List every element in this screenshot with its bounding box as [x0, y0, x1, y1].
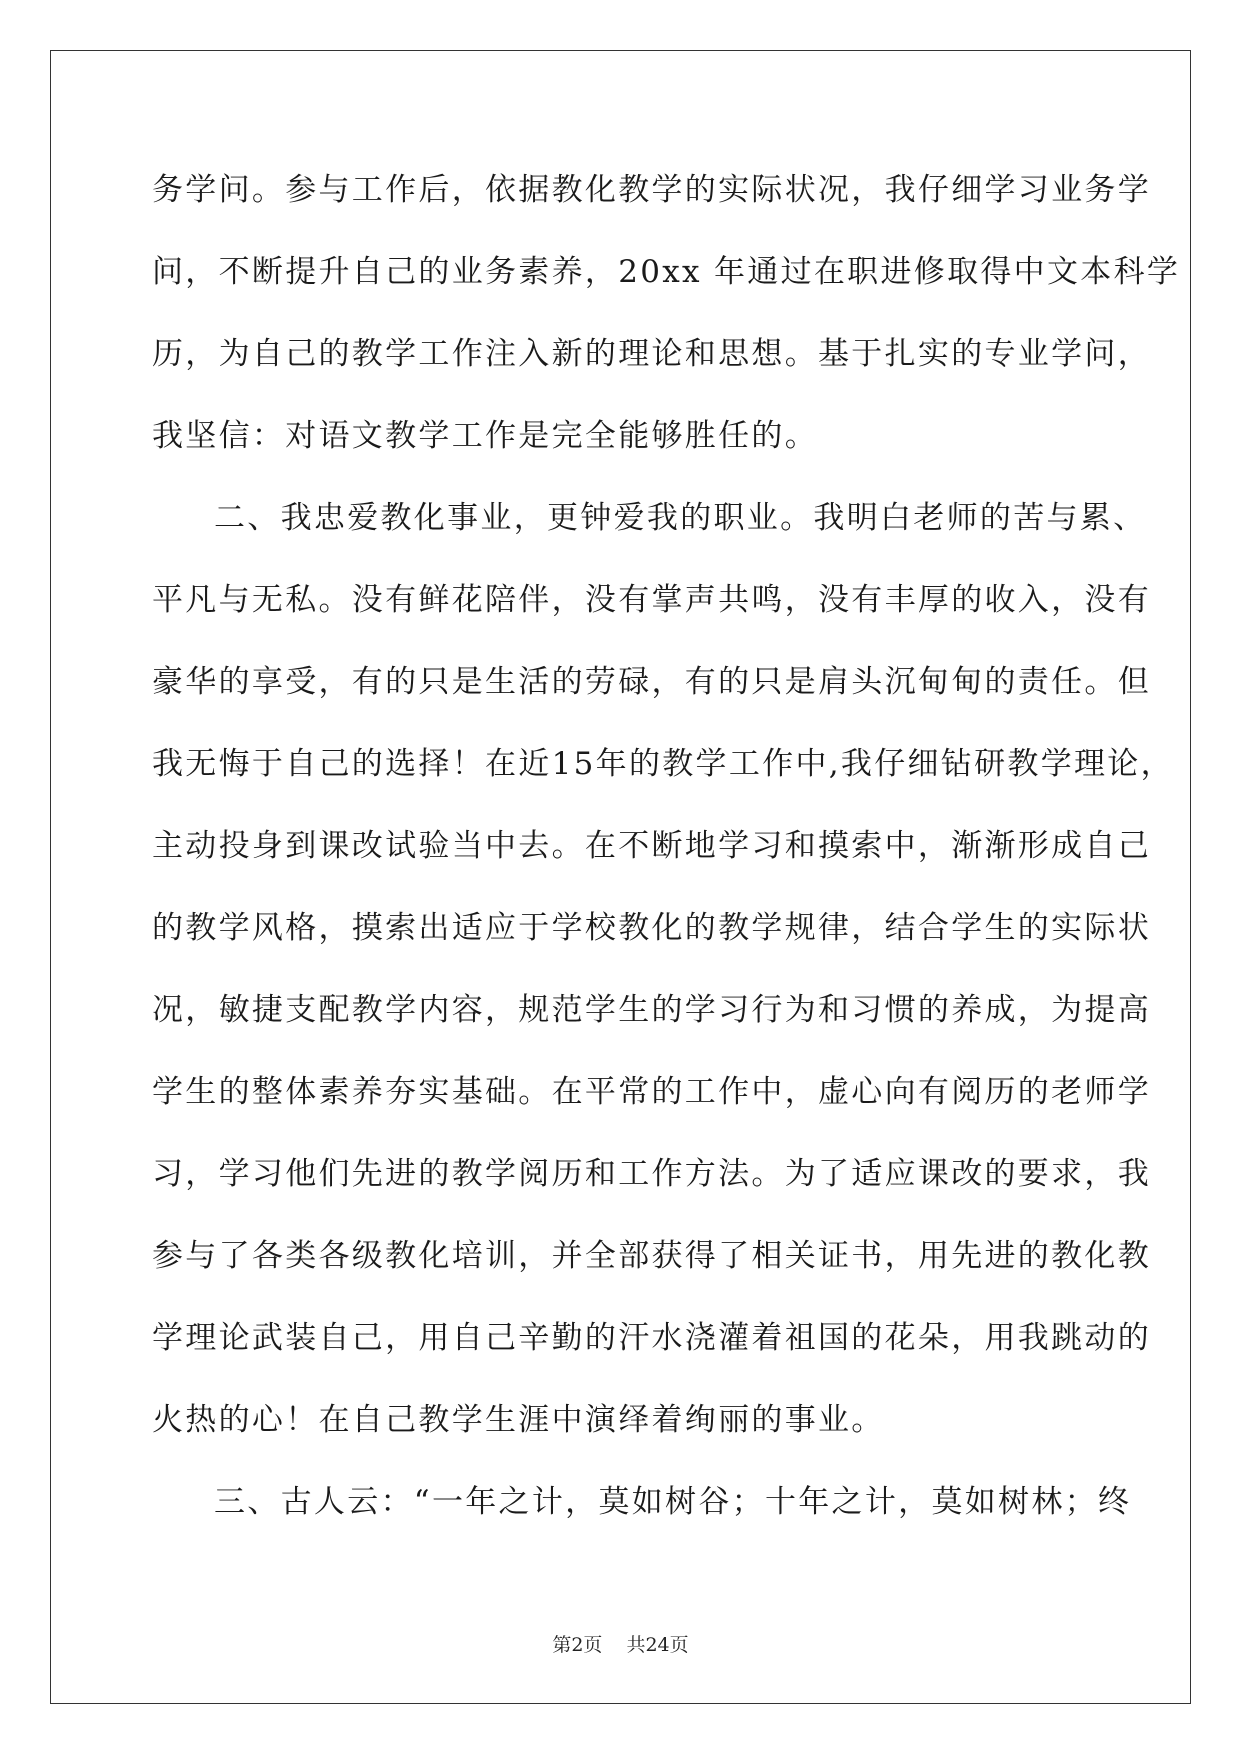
text-line: 历，为自己的教学工作注入新的理论和思想。基于扎实的专业学问，: [152, 336, 1151, 372]
text-line: 我无悔于自己的选择！在近15年的教学工作中,我仔细钻研教学理论，: [152, 746, 1174, 782]
paragraph-start-line: 二、我忠爱教化事业，更钟爱我的职业。我明白老师的苦与累、: [214, 500, 1147, 536]
text-line: 务学问。参与工作后，依据教化教学的实际状况，我仔细学习业务学: [152, 172, 1151, 208]
text-line: 况，敏捷支配教学内容，规范学生的学习行为和习惯的养成，为提高: [152, 992, 1151, 1028]
page-footer: [0, 1630, 1241, 1657]
page-total: 共24页: [626, 1634, 689, 1656]
text-line: 豪华的享受，有的只是生活的劳碌，有的只是肩头沉甸甸的责任。但: [152, 664, 1151, 700]
text-line: 学理论武装自己，用自己辛勤的汗水浇灌着祖国的花朵，用我跳动的: [152, 1320, 1151, 1356]
text-line: 参与了各类各级教化培训，并全部获得了相关证书，用先进的教化教: [152, 1238, 1151, 1274]
text-line: 习，学习他们先进的教学阅历和工作方法。为了适应课改的要求，我: [152, 1156, 1151, 1192]
document-body: [152, 160, 1181, 1554]
paragraph-start-line: 三、古人云：“一年之计，莫如树谷；十年之计，莫如树林；终: [214, 1484, 1132, 1520]
text-line: 主动投身到课改试验当中去。在不断地学习和摸索中，渐渐形成自己: [152, 828, 1151, 864]
text-line: 我坚信：对语文教学工作是完全能够胜任的。: [152, 418, 818, 454]
page-number: 第2页: [552, 1634, 603, 1656]
text-line: 平凡与无私。没有鲜花陪伴，没有掌声共鸣，没有丰厚的收入，没有: [152, 582, 1151, 618]
text-line: 火热的心！在自己教学生涯中演绎着绚丽的事业。: [152, 1402, 885, 1438]
text-line: 学生的整体素养夯实基础。在平常的工作中，虚心向有阅历的老师学: [152, 1074, 1151, 1110]
text-line: 的教学风格，摸索出适应于学校教化的教学规律，结合学生的实际状: [152, 910, 1151, 946]
text-line: 问，不断提升自己的业务素养，20xx 年通过在职进修取得中文本科学: [152, 254, 1181, 290]
